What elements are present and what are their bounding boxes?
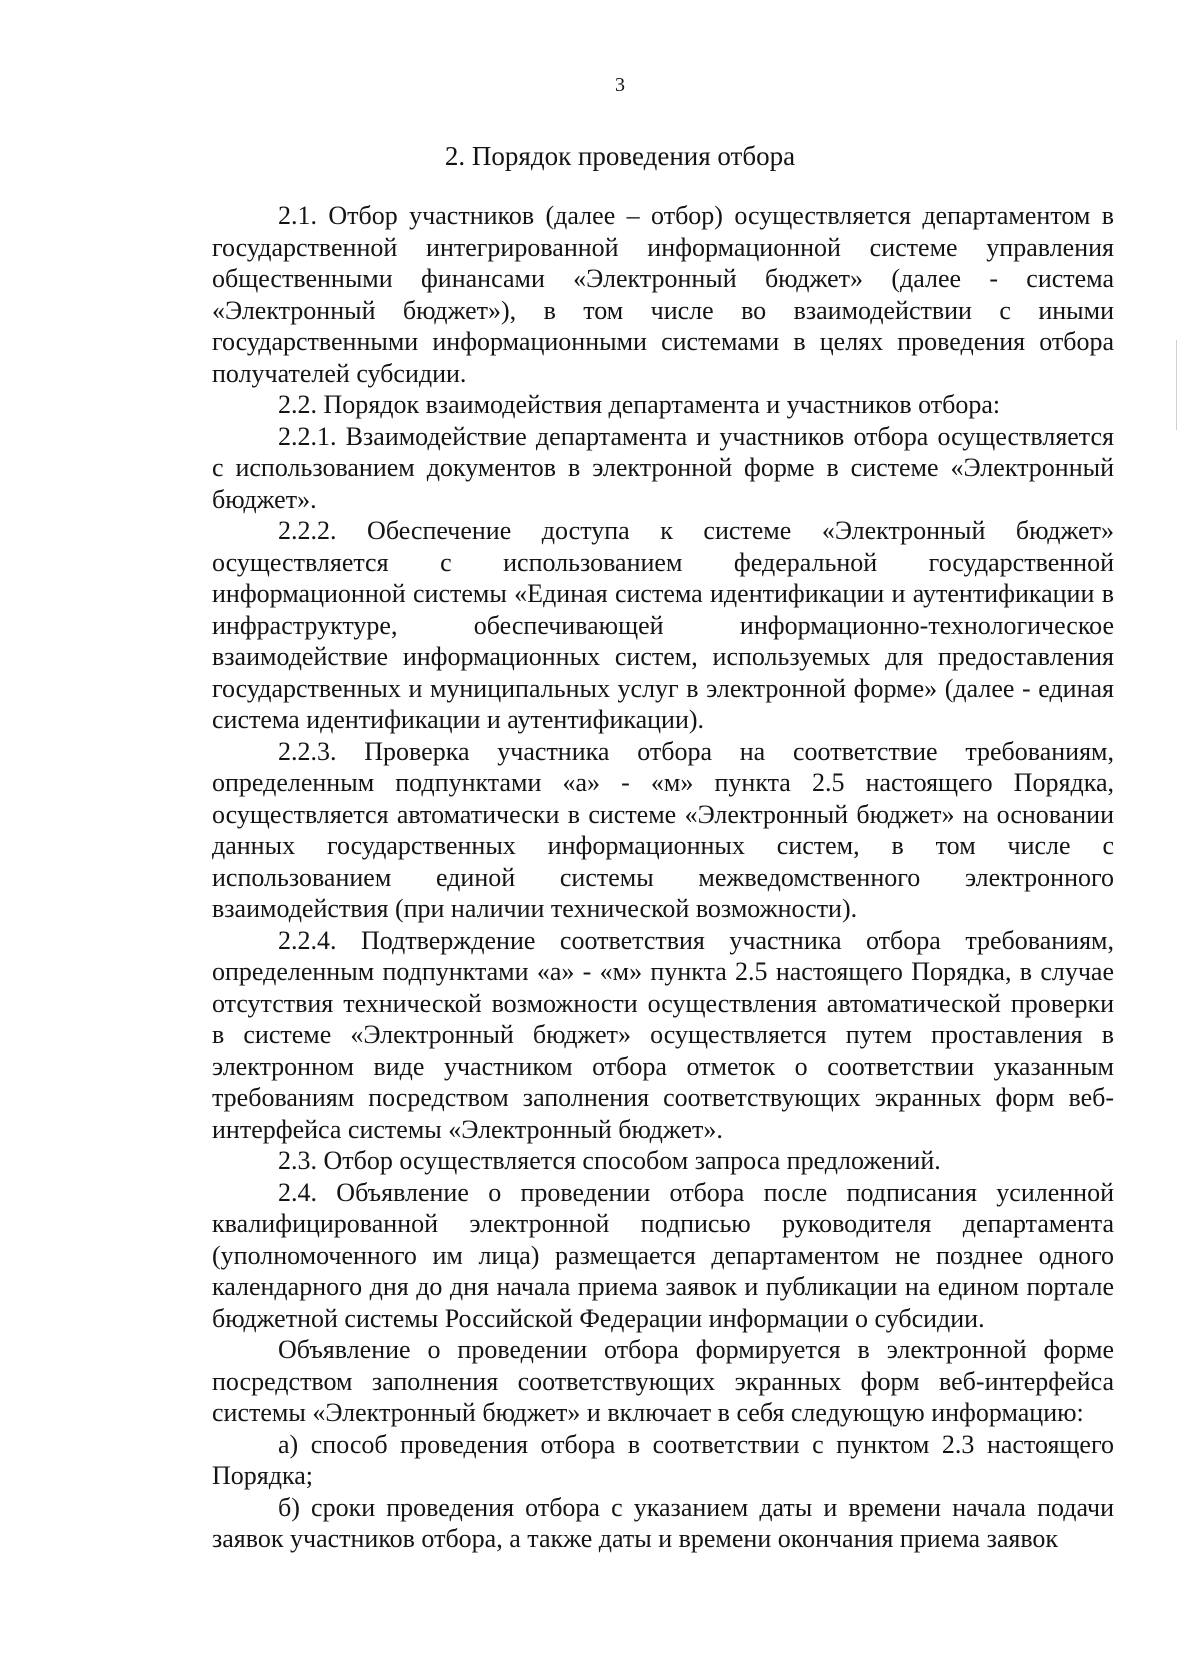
paragraph-announcement: Объявление о проведении отбора формируется в электронной форме посредством заполнения соответствующих экранных форм веб-интерфейса системы «Электронный бюджет» и включает в себя следующую информацию: xyxy=(212,1335,1114,1427)
paragraph-2-4: 2.4. Объявление о проведении отбора после подписания усиленной квалифицированной электронной подписью руководителя департамента (уполномоченного им лица) размещается департаментом не позднее одного календарного дня до дня начала приема заявок и публикации на едином портале бюджетной системы Российской Федерации информации о субсидии. xyxy=(212,1177,1114,1333)
paragraph-2-1: 2.1. Отбор участников (далее – отбор) осуществляется департаментом в государственной интегрированной информационной системе управления общественными финансами «Электронный бюджет» (далее - система «Электронный бюджет»), в том числе во взаимодействии с иными государственными информационными системами в целях проведения отбора получателей субсидии. xyxy=(212,201,1114,388)
section-title: 2. Порядок проведения отбора xyxy=(444,141,796,171)
paragraph-2-2-1: 2.2.1. Взаимодействие департамента и участников отбора осуществляется с использованием документов в электронной форме в системе «Электронный бюджет». xyxy=(212,421,1114,514)
list-item-b: б) сроки проведения отбора с указанием даты и времени начала подачи заявок участников отбора, а также даты и времени окончания приема заявок xyxy=(212,1492,1114,1553)
paragraph-2-2-2: 2.2.2. Обеспечение доступа к системе «Электронный бюджет» осуществляется с использованием федеральной государственной информационной системы «Единая система идентификации и аутентификации в инфраструктуре, обеспечивающей информационно-технологическое взаимодействие информационных систем, используемых для предоставления государственных и муниципальных услуг в электронной форме» (далее - единая система идентификации и аутентификации). xyxy=(212,516,1114,734)
scan-artifact-line xyxy=(1176,340,1177,430)
paragraph-2-2-3: 2.2.3. Проверка участника отбора на соответствие требованиям, определенным подпунктами «а» - «м» пункта 2.5 настоящего Порядка, осуществляется автоматически в системе «Электронный бюджет» на основании данных государственных информационных систем, в том числе с использованием единой системы межведомственного электронного взаимодействия (при наличии технической возможности). xyxy=(212,736,1114,923)
document-body xyxy=(212,200,1114,1555)
paragraph-2-3: 2.3. Отбор осуществляется способом запроса предложений. xyxy=(278,1146,941,1175)
paragraph-2-2-4: 2.2.4. Подтверждение соответствия участника отбора требованиям, определенным подпунктами «а» - «м» пункта 2.5 настоящего Порядка, в случае отсутствия технической возможности осуществления автоматической проверки в системе «Электронный бюджет» осуществляется путем проставления в электронном виде участником отбора отметок о соответствии указанным требованиям посредством заполнения соответствующих экранных форм веб-интерфейса системы «Электронный бюджет». xyxy=(212,925,1114,1144)
list-item-a: а) способ проведения отбора в соответствии с пунктом 2.3 настоящего Порядка; xyxy=(212,1429,1114,1490)
page-number: 3 xyxy=(615,74,625,96)
paragraph-2-2: 2.2. Порядок взаимодействия департамента и участников отбора: xyxy=(278,390,1001,419)
